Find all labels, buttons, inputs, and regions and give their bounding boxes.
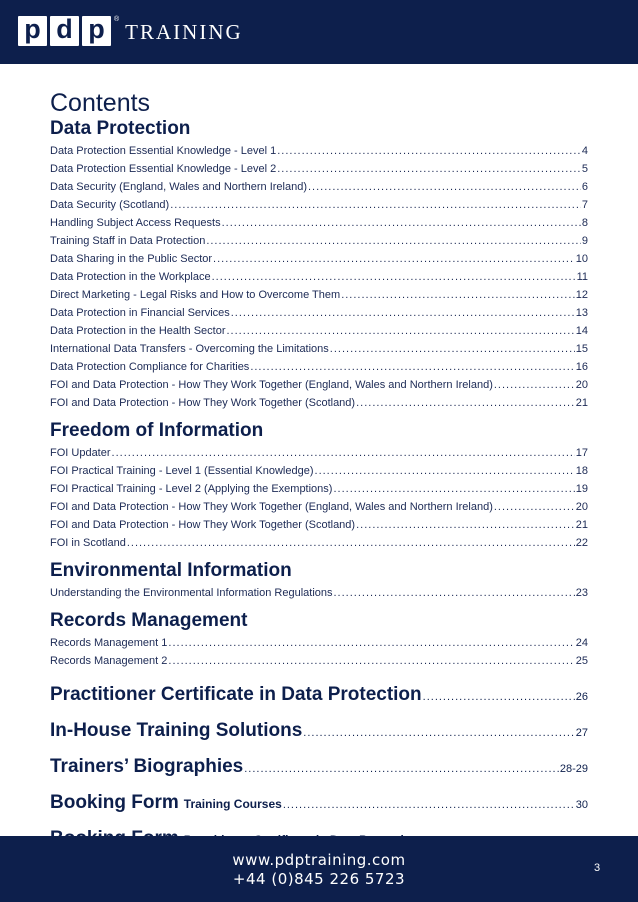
toc-row[interactable] [50, 268, 588, 286]
toc-row[interactable] [50, 584, 588, 602]
toc-page: 19 [575, 483, 588, 495]
dot-leader [334, 584, 575, 602]
toc-page: 12 [575, 289, 588, 301]
dot-leader [212, 268, 576, 286]
toc-page: 18 [575, 465, 588, 477]
toc-row[interactable] [50, 652, 588, 670]
toc-label: Data Sharing in the Public Sector [50, 253, 213, 265]
dot-leader [206, 232, 581, 250]
toc-row[interactable] [50, 394, 588, 412]
toc-row[interactable] [50, 178, 588, 196]
toc-page: 20 [575, 379, 588, 391]
header-bar [0, 0, 638, 64]
toc-row[interactable] [50, 304, 588, 322]
section-title: Environmental Information [50, 560, 292, 581]
toc-label: FOI and Data Protection - How They Work Together (Scotland) [50, 397, 356, 409]
toc-label: Handling Subject Access Requests [50, 217, 221, 229]
toc-major-label: Practitioner Certificate in Data Protection [50, 684, 422, 705]
toc-page: 11 [576, 271, 588, 283]
toc-row[interactable] [50, 322, 588, 340]
dot-leader [330, 340, 575, 358]
pdp-training-logo [18, 16, 243, 48]
toc-page: 7 [581, 199, 588, 211]
toc-label: FOI Practical Training - Level 1 (Essential Knowledge) [50, 465, 314, 477]
dot-leader [250, 358, 574, 376]
toc-major-row[interactable] [50, 786, 588, 822]
dot-leader [333, 480, 574, 498]
logo-letter-p: p [18, 16, 47, 46]
toc-page: 28-29 [559, 763, 588, 775]
toc-row[interactable] [50, 534, 588, 552]
dot-leader [303, 717, 574, 750]
website-link[interactable]: www.pdptraining.com [232, 851, 406, 869]
toc-label: Data Protection in Financial Services [50, 307, 230, 319]
dot-leader [277, 160, 581, 178]
toc-page: 24 [575, 637, 588, 649]
toc-row[interactable] [50, 250, 588, 268]
toc-page: 20 [575, 501, 588, 513]
toc-label: Records Management 1 [50, 637, 168, 649]
dot-leader [244, 753, 559, 786]
dot-leader [423, 681, 575, 714]
footer-bar [0, 836, 638, 902]
toc-major-row[interactable] [50, 714, 588, 750]
toc-page: 13 [575, 307, 588, 319]
logo-wordmark: TRAINING [125, 20, 243, 44]
toc-label: FOI and Data Protection - How They Work Together (England, Wales and Northern Ireland) [50, 501, 493, 513]
toc-label: Records Management 2 [50, 655, 168, 667]
toc-page: 23 [575, 587, 588, 599]
section-environmental-information [50, 560, 588, 602]
toc-label: FOI and Data Protection - How They Work Together (England, Wales and Northern Ireland) [50, 379, 493, 391]
toc-row[interactable] [50, 634, 588, 652]
section-title: Data Protection [50, 118, 191, 139]
toc-label: Data Security (England, Wales and Northern Ireland) [50, 181, 307, 193]
dot-leader [283, 789, 575, 822]
dot-leader [168, 634, 574, 652]
toc-page: 4 [581, 145, 588, 157]
toc-page: 21 [575, 519, 588, 531]
page-number: 3 [594, 862, 601, 874]
registered-mark: ® [114, 16, 120, 23]
toc-page: 21 [575, 397, 588, 409]
toc-major-label: In-House Training Solutions [50, 720, 303, 741]
toc-label: Data Protection Essential Knowledge - Level 1 [50, 145, 277, 157]
toc-major-label: Booking Form [50, 792, 179, 813]
dot-leader [341, 286, 575, 304]
toc-label: Data Protection in the Workplace [50, 271, 211, 283]
table-of-contents [50, 88, 588, 858]
logo-letter-d: d [50, 16, 79, 46]
phone-number: +44 (0)845 226 5723 [232, 870, 406, 888]
section-data-protection [50, 118, 588, 412]
toc-label: Training Staff in Data Protection [50, 235, 206, 247]
dot-leader [170, 196, 581, 214]
dot-leader [112, 444, 575, 462]
dot-leader [356, 394, 575, 412]
toc-label: Data Security (Scotland) [50, 199, 170, 211]
toc-label: Understanding the Environmental Information Regulations [50, 587, 333, 599]
toc-page: 22 [575, 537, 588, 549]
toc-major-sub: Training Courses [183, 797, 282, 811]
dot-leader [308, 178, 581, 196]
toc-row[interactable] [50, 214, 588, 232]
section-records-management [50, 610, 588, 670]
toc-row[interactable] [50, 516, 588, 534]
dot-leader [356, 516, 575, 534]
toc-row[interactable] [50, 498, 588, 516]
toc-label: FOI and Data Protection - How They Work Together (Scotland) [50, 519, 356, 531]
toc-label: Data Protection Compliance for Charities [50, 361, 250, 373]
major-entries [50, 678, 588, 858]
toc-row[interactable] [50, 444, 588, 462]
dot-leader [494, 376, 575, 394]
toc-page: 8 [581, 217, 588, 229]
dot-leader [222, 214, 581, 232]
toc-row[interactable] [50, 142, 588, 160]
toc-label: FOI Practical Training - Level 2 (Applying the Exemptions) [50, 483, 333, 495]
section-freedom-of-information [50, 420, 588, 552]
toc-row[interactable] [50, 160, 588, 178]
toc-page: 30 [575, 799, 588, 811]
toc-page: 9 [581, 235, 588, 247]
toc-page: 25 [575, 655, 588, 667]
toc-label: FOI in Scotland [50, 537, 126, 549]
toc-row[interactable] [50, 340, 588, 358]
dot-leader [213, 250, 575, 268]
dot-leader [231, 304, 575, 322]
section-title: Records Management [50, 610, 248, 631]
toc-label: International Data Transfers - Overcoming the Limitations [50, 343, 329, 355]
toc-major-label: Trainers’ Biographies [50, 756, 244, 777]
toc-row[interactable] [50, 462, 588, 480]
toc-label: Data Protection in the Health Sector [50, 325, 226, 337]
toc-page: 16 [575, 361, 588, 373]
toc-row[interactable] [50, 480, 588, 498]
toc-row[interactable] [50, 376, 588, 394]
toc-page: 5 [581, 163, 588, 175]
toc-page: 26 [575, 691, 588, 703]
toc-label: FOI Updater [50, 447, 111, 459]
dot-leader [226, 322, 574, 340]
toc-page: 15 [575, 343, 588, 355]
dot-leader [127, 534, 575, 552]
toc-page: 27 [575, 727, 588, 739]
toc-row[interactable] [50, 232, 588, 250]
dot-leader [168, 652, 574, 670]
toc-page: 14 [575, 325, 588, 337]
toc-page: 6 [581, 181, 588, 193]
dot-leader [277, 142, 581, 160]
dot-leader [315, 462, 575, 480]
toc-major-row[interactable] [50, 750, 588, 786]
toc-label: Data Protection Essential Knowledge - Level 2 [50, 163, 277, 175]
section-title: Freedom of Information [50, 420, 264, 441]
logo-letter-p2: p [82, 16, 111, 46]
toc-row[interactable] [50, 196, 588, 214]
page-title: Contents [50, 89, 151, 117]
toc-row[interactable] [50, 286, 588, 304]
toc-page: 10 [575, 253, 588, 265]
toc-label: Direct Marketing - Legal Risks and How to Overcome Them [50, 289, 341, 301]
toc-page: 17 [575, 447, 588, 459]
dot-leader [494, 498, 575, 516]
toc-row[interactable] [50, 358, 588, 376]
toc-major-row[interactable] [50, 678, 588, 714]
